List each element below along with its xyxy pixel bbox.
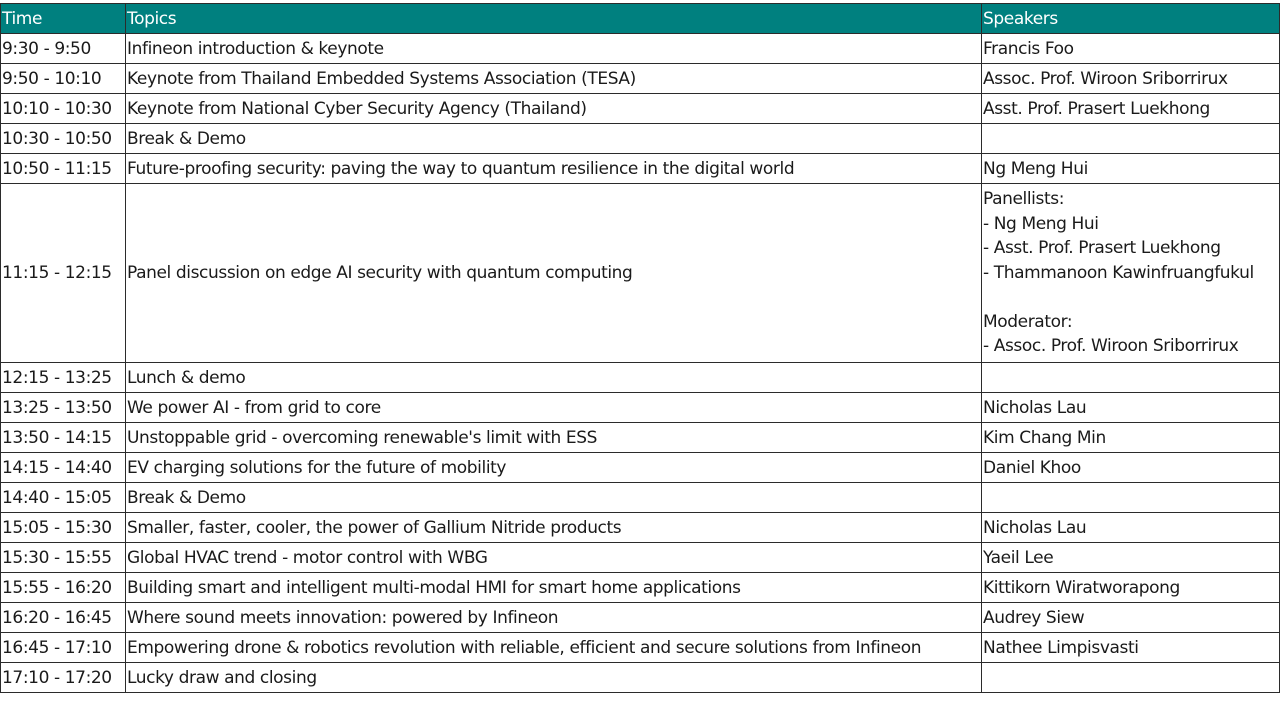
session-topic: Building smart and intelligent multi-modal HMI for smart home applications	[126, 573, 982, 603]
session-time: 13:25 - 13:50	[1, 393, 126, 423]
table-row	[1, 633, 1280, 663]
session-speakers	[982, 603, 1280, 633]
table-row	[1, 64, 1280, 94]
speaker-name: Audrey Siew	[983, 607, 1085, 628]
session-speakers	[982, 363, 1280, 393]
session-time: 15:05 - 15:30	[1, 513, 126, 543]
speaker-name: Assoc. Prof. Wiroon Sriborrirux	[983, 68, 1228, 89]
session-topic: Empowering drone & robotics revolution with reliable, efficient and secure solutions from Infineon	[126, 633, 982, 663]
speaker-name: - Ng Meng Hui	[983, 213, 1099, 234]
speaker-name: Ng Meng Hui	[983, 158, 1088, 179]
table-row	[1, 34, 1280, 64]
session-topic: Keynote from National Cyber Security Agency (Thailand)	[126, 94, 982, 124]
agenda-body	[1, 34, 1280, 693]
session-time: 11:15 - 12:15	[1, 184, 126, 363]
session-topic: Lunch & demo	[126, 363, 982, 393]
table-row	[1, 513, 1280, 543]
session-time: 10:50 - 11:15	[1, 154, 126, 184]
session-topic: Keynote from Thailand Embedded Systems Association (TESA)	[126, 64, 982, 94]
session-topic: Where sound meets innovation: powered by Infineon	[126, 603, 982, 633]
speaker-name: Moderator:	[983, 311, 1073, 332]
session-time: 13:50 - 14:15	[1, 423, 126, 453]
header-row	[1, 4, 1280, 34]
table-row	[1, 184, 1280, 363]
session-time: 9:30 - 9:50	[1, 34, 126, 64]
speaker-name: Kittikorn Wiratworapong	[983, 577, 1180, 598]
session-speakers	[982, 154, 1280, 184]
table-row	[1, 453, 1280, 483]
speaker-name: - Assoc. Prof. Wiroon Sriborrirux	[983, 336, 1239, 357]
table-row	[1, 573, 1280, 603]
session-topic: Infineon introduction & keynote	[126, 34, 982, 64]
header-topics: Topics	[126, 4, 982, 34]
speaker-name: - Thammanoon Kawinfruangfukul	[983, 262, 1254, 283]
session-speakers	[982, 453, 1280, 483]
speaker-name	[983, 285, 1279, 310]
speaker-name: Panellists:	[983, 188, 1065, 209]
table-row	[1, 393, 1280, 423]
table-row	[1, 94, 1280, 124]
header-speakers: Speakers	[982, 4, 1280, 34]
table-row	[1, 543, 1280, 573]
session-topic: Global HVAC trend - motor control with WBG	[126, 543, 982, 573]
header-time: Time	[1, 4, 126, 34]
session-speakers	[982, 64, 1280, 94]
session-topic: Smaller, faster, cooler, the power of Gallium Nitride products	[126, 513, 982, 543]
session-speakers	[982, 34, 1280, 64]
session-time: 16:20 - 16:45	[1, 603, 126, 633]
session-speakers	[982, 483, 1280, 513]
session-speakers	[982, 94, 1280, 124]
session-speakers	[982, 423, 1280, 453]
speaker-name: Asst. Prof. Prasert Luekhong	[983, 98, 1210, 119]
agenda-table	[0, 3, 1280, 693]
speaker-name: Francis Foo	[983, 38, 1074, 59]
session-topic: Panel discussion on edge AI security with quantum computing	[126, 184, 982, 363]
session-topic: Break & Demo	[126, 483, 982, 513]
table-row	[1, 154, 1280, 184]
table-row	[1, 363, 1280, 393]
session-speakers	[982, 184, 1280, 363]
session-speakers	[982, 573, 1280, 603]
session-topic: EV charging solutions for the future of mobility	[126, 453, 982, 483]
speaker-name: Yaeil Lee	[983, 547, 1054, 568]
table-row	[1, 124, 1280, 154]
session-speakers	[982, 513, 1280, 543]
speaker-name: Nicholas Lau	[983, 517, 1087, 538]
session-speakers	[982, 663, 1280, 693]
session-topic: Future-proofing security: paving the way to quantum resilience in the digital world	[126, 154, 982, 184]
speaker-name: Nicholas Lau	[983, 397, 1087, 418]
agenda-header	[1, 4, 1280, 34]
session-speakers	[982, 543, 1280, 573]
session-topic: Unstoppable grid - overcoming renewable's limit with ESS	[126, 423, 982, 453]
session-time: 15:30 - 15:55	[1, 543, 126, 573]
session-time: 10:10 - 10:30	[1, 94, 126, 124]
session-time: 9:50 - 10:10	[1, 64, 126, 94]
session-time: 14:40 - 15:05	[1, 483, 126, 513]
session-time: 12:15 - 13:25	[1, 363, 126, 393]
speaker-name: Daniel Khoo	[983, 457, 1081, 478]
session-topic: We power AI - from grid to core	[126, 393, 982, 423]
session-speakers	[982, 393, 1280, 423]
session-topic: Break & Demo	[126, 124, 982, 154]
table-row	[1, 663, 1280, 693]
session-topic: Lucky draw and closing	[126, 663, 982, 693]
table-row	[1, 603, 1280, 633]
session-time: 14:15 - 14:40	[1, 453, 126, 483]
speaker-name: Nathee Limpisvasti	[983, 637, 1139, 658]
table-row	[1, 423, 1280, 453]
session-speakers	[982, 633, 1280, 663]
speaker-name: - Asst. Prof. Prasert Luekhong	[983, 238, 1221, 259]
session-time: 10:30 - 10:50	[1, 124, 126, 154]
table-row	[1, 483, 1280, 513]
session-time: 16:45 - 17:10	[1, 633, 126, 663]
speaker-name: Kim Chang Min	[983, 427, 1106, 448]
session-time: 15:55 - 16:20	[1, 573, 126, 603]
session-speakers	[982, 124, 1280, 154]
session-time: 17:10 - 17:20	[1, 663, 126, 693]
